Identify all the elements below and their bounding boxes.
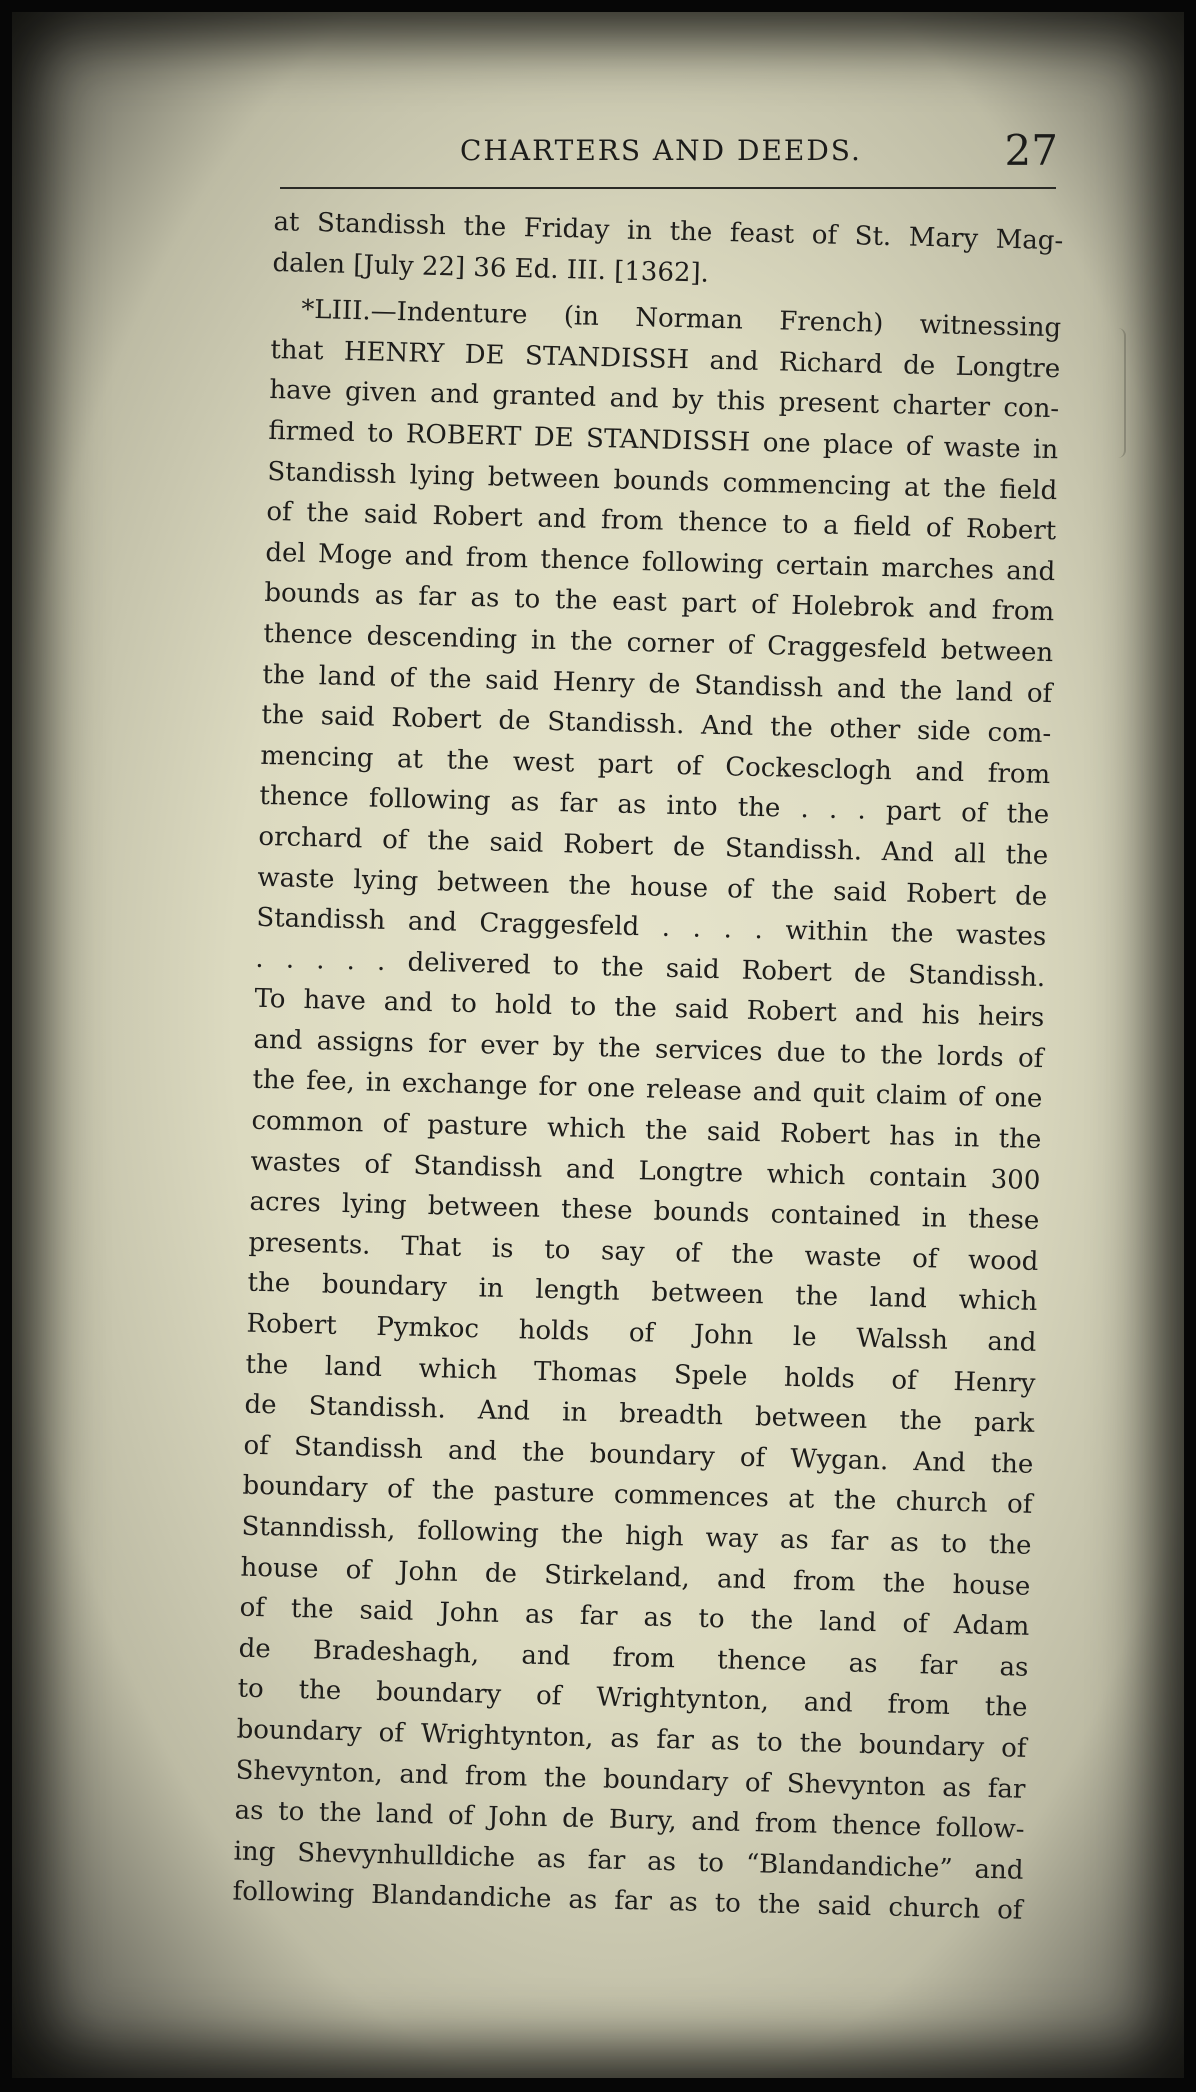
text-line: to the boundary of Wrightynton, and from the (237, 1673, 1028, 1724)
text-line: wastes of Standissh and Longtre which contain 300 (250, 1146, 1041, 1196)
text-line: house of John de Stirkeland, and from the house (240, 1552, 1031, 1602)
text-line: presents. That is to say of the waste of wood (248, 1227, 1039, 1277)
text-line: as to the land of John de Bury, and from thence follow- (234, 1795, 1025, 1845)
text-line: . . . . . delivered to the said Robert de Standissh. (255, 943, 1046, 993)
margin-mark (1118, 328, 1126, 458)
text-line: Stanndissh, following the high way as far as to the (241, 1511, 1032, 1561)
text-line: del Moge and from thence following certain marches and (265, 537, 1056, 587)
text-line: Robert Pymkoc holds of John le Walssh and (246, 1308, 1037, 1358)
running-title: CHARTERS AND DEEDS. (460, 134, 862, 167)
text-line: Standissh and Craggesfeld . . . . within the wastes (256, 902, 1047, 953)
text-line: *LIII.—Indenture (in Norman French) witnessing (301, 294, 1062, 344)
text-line: of Standissh and the boundary of Wygan. And the (243, 1430, 1034, 1480)
page-number: 27 (1004, 126, 1058, 175)
text-line: the land of the said Henry de Standissh and the land of (262, 659, 1053, 709)
text-line: thence following as far as into the . . . part of the (259, 781, 1050, 831)
text-line: Shevynton, and from the boundary of Shevynton as far (235, 1755, 1026, 1805)
body-text (232, 202, 1064, 1932)
text-line: of the said John as far as to the land of Adam (239, 1592, 1030, 1643)
text-line: following Blandandiche as far as to the said church of (232, 1876, 1023, 1927)
text-line: Standissh lying between bounds commencing at the field (267, 456, 1058, 506)
text-line: acres lying between these bounds contained in these (249, 1186, 1040, 1237)
text-line: waste lying between the house of the said Robert de (257, 862, 1048, 912)
text-line: de Bradeshagh, and from thence as far as (238, 1633, 1029, 1683)
book-page (12, 12, 1184, 2078)
text-line: thence descending in the corner of Craggesfeld between (263, 618, 1054, 669)
text-line: have given and granted and by this present charter con- (269, 375, 1060, 425)
text-line: mencing at the west part of Cockesclogh and from (260, 740, 1051, 790)
text-line: boundary of Wrightynton, as far as to the boundary of (236, 1714, 1027, 1764)
text-line: boundary of the pasture commences at the church of (242, 1471, 1033, 1521)
text-line: the said Robert de Standissh. And the other side com- (261, 699, 1052, 750)
text-line: firmed to ROBERT DE STANDISSH one place of waste in (268, 415, 1059, 466)
text-line: To have and to hold to the said Robert and his heirs (254, 984, 1045, 1034)
text-line: bounds as far as to the east part of Holebrok and from (264, 578, 1055, 628)
text-line: the land which Thomas Spele holds of Henry (245, 1349, 1036, 1399)
header-rule (280, 187, 1056, 189)
text-line: the fee, in exchange for one release and quit claim of one (252, 1065, 1043, 1115)
text-line: that HENRY DE STANDISSH and Richard de Longtre (270, 334, 1061, 385)
text-line: at Standissh the Friday in the feast of St. Mary Mag- (273, 206, 1064, 257)
text-line: ing Shevynhulldiche as far as to “Blandandiche” and (233, 1836, 1024, 1886)
text-line: orchard of the said Robert de Standissh. And all the (258, 821, 1049, 872)
text-line: the boundary in length between the land which (247, 1268, 1038, 1318)
page-header (280, 124, 1080, 184)
text-line: of the said Robert and from thence to a field of Robert (266, 497, 1057, 547)
text-line: common of pasture which the said Robert has in the (251, 1105, 1042, 1156)
text-line: de Standissh. And in breadth between the park (244, 1389, 1035, 1440)
text-line: and assigns for ever by the services due to the lords of (253, 1024, 1044, 1074)
text-line: dalen [July 22] 36 Ed. III. [1362]. (272, 247, 710, 289)
